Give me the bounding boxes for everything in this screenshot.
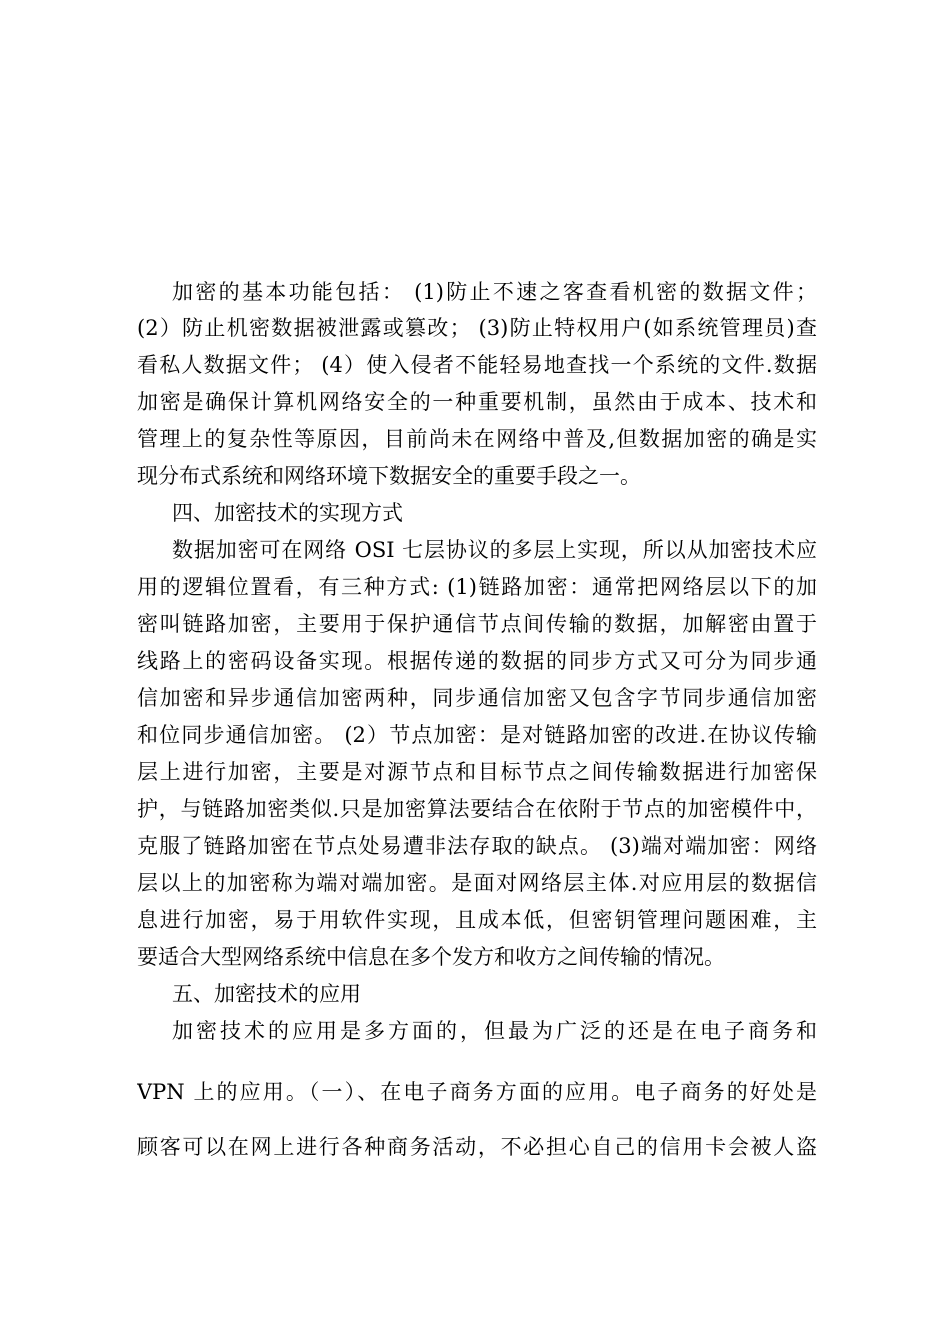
text-line: 数据加密可在网络 OSI 七层协议的多层上实现，所以从加密技术应 xyxy=(172,538,817,562)
text-line: 层上进行加密，主要是对源节点和目标节点之间传输数据进行加密保 xyxy=(137,760,817,784)
text-line: 加密是确保计算机网络安全的一种重要机制，虽然由于成本、技术和 xyxy=(137,390,817,414)
text-line: 管理上的复杂性等原因，目前尚未在网络中普及,但数据加密的确是实 xyxy=(137,427,817,451)
text-line: 克服了链路加密在节点处易遭非法存取的缺点。 (3)端对端加密：网络 xyxy=(137,834,817,858)
text-line: 线路上的密码设备实现。根据传递的数据的同步方式又可分为同步通 xyxy=(137,649,817,673)
text-line: 现分布式系统和网络环境下数据安全的重要手段之一。 xyxy=(137,464,641,488)
text-line: 加密的基本功能包括： (1)防止不速之客查看机密的数据文件； xyxy=(172,280,817,304)
section-heading: 五、加密技术的应用 xyxy=(172,982,361,1006)
text-line: VPN 上的应用。（一）、在电子商务方面的应用。电子商务的好处是 xyxy=(137,1080,817,1104)
text-line: 护，与链路加密类似.只是加密算法要结合在依附于节点的加密模件中， xyxy=(137,797,817,821)
text-line: 要适合大型网络系统中信息在多个发方和收方之间传输的情况。 xyxy=(137,945,725,969)
text-line: 层以上的加密称为端对端加密。是面对网络层主体.对应用层的数据信 xyxy=(137,871,817,895)
section-heading: 四、加密技术的实现方式 xyxy=(172,501,403,525)
text-line: 和位同步通信加密。 (2）节点加密：是对链路加密的改进.在协议传输 xyxy=(137,723,817,747)
text-line: 息进行加密，易于用软件实现，且成本低，但密钥管理问题困难，主 xyxy=(137,908,817,932)
text-line: 信加密和异步通信加密两种，同步通信加密又包含字节同步通信加密 xyxy=(137,686,817,710)
text-line: (2）防止机密数据被泄露或篡改； (3)防止特权用户(如系统管理员)查 xyxy=(137,316,817,340)
text-line: 看私人数据文件； (4）使入侵者不能轻易地查找一个系统的文件.数据 xyxy=(137,353,817,377)
text-line: 用的逻辑位置看，有三种方式: (1)链路加密：通常把网络层以下的加 xyxy=(137,575,817,599)
text-line: 密叫链路加密，主要用于保护通信节点间传输的数据，加解密由置于 xyxy=(137,612,817,636)
text-line: 加密技术的应用是多方面的，但最为广泛的还是在电子商务和 xyxy=(172,1019,817,1043)
text-line: 顾客可以在网上进行各种商务活动，不必担心自己的信用卡会被人盗 xyxy=(137,1135,817,1159)
